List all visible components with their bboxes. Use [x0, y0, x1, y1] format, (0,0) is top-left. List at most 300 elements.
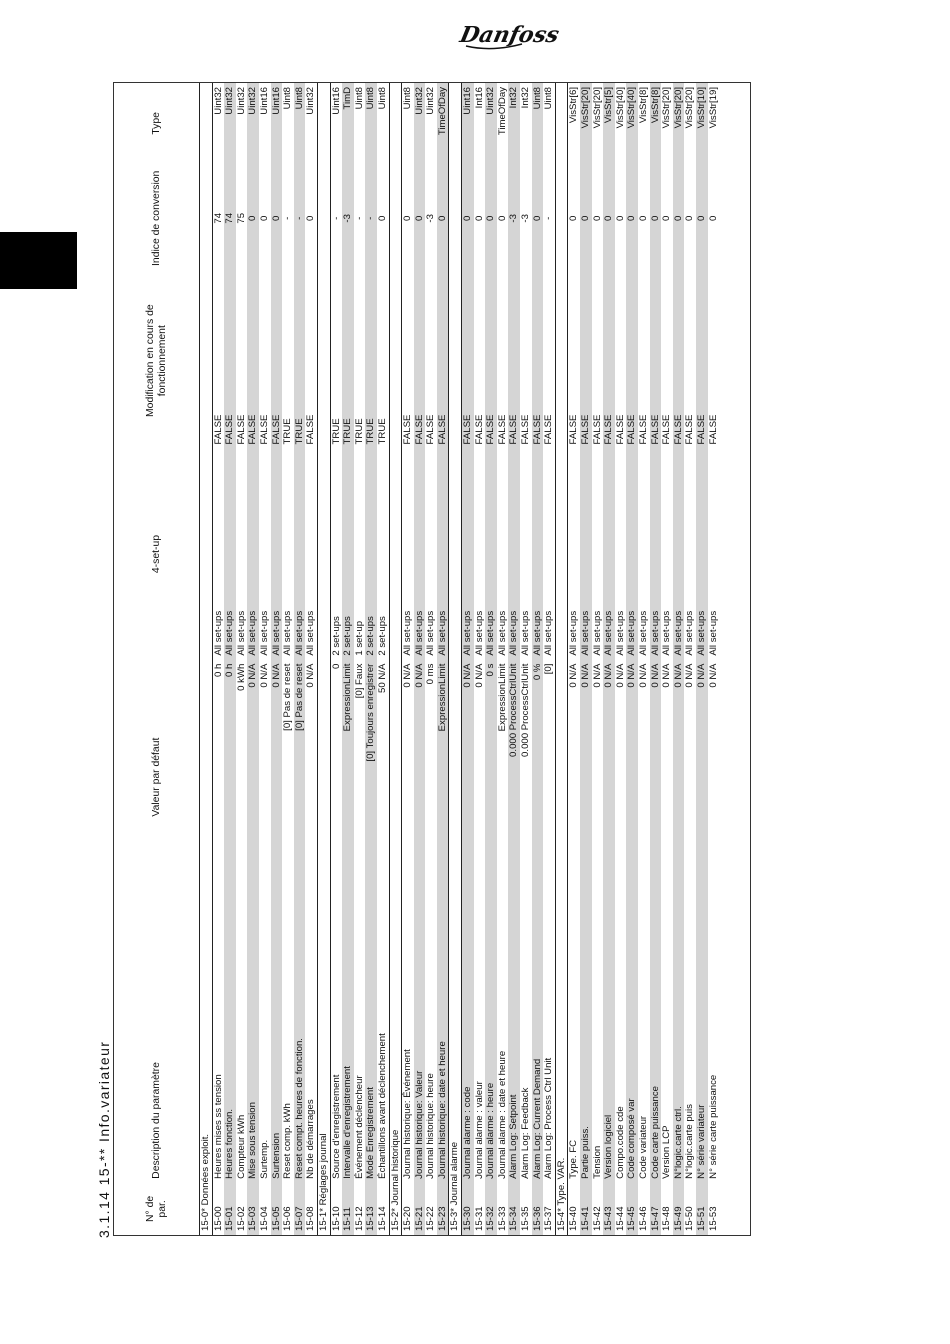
default-value: 0 N/A [637, 663, 649, 688]
setup: All set-ups [247, 448, 259, 659]
default-value: 0 N/A [614, 663, 626, 688]
modif-running: FALSE [425, 414, 437, 445]
default-value: 0 ms [425, 663, 437, 685]
data-type: Uint8 [353, 87, 365, 110]
param-number: 15-06 [282, 1206, 294, 1231]
param-description: Alarm Log: Setpoint [508, 895, 520, 1183]
param-description: Alarm Log: Current Demand [532, 895, 544, 1183]
conversion-index: 0 [414, 164, 426, 273]
table-row [437, 83, 449, 1235]
modif-running: FALSE [258, 414, 270, 445]
data-type: Uint16 [462, 83, 474, 164]
table-row [568, 83, 580, 1235]
default-value: 0 N/A [580, 660, 592, 895]
setup: All set-ups [414, 448, 426, 659]
default-value: 0 N/A [462, 660, 474, 895]
param-number: 15-43 [603, 1183, 615, 1235]
conversion-index: 0 [462, 164, 474, 273]
modif-running: TRUE [342, 273, 354, 449]
table-header-row [114, 83, 200, 1235]
conversion-index: -3 [425, 214, 437, 223]
modif-running: FALSE [224, 273, 236, 449]
col-setup-header: 4-set-up [150, 534, 162, 574]
param-number: 15-45 [626, 1183, 638, 1235]
col-modif-header: Modification en cours de fonctionnement [144, 304, 168, 417]
data-type: VisStr[20] [661, 87, 673, 129]
param-number: 15-47 [650, 1183, 662, 1235]
setup: All set-ups [568, 610, 580, 656]
default-value: 0 N/A [696, 660, 708, 895]
param-description: Journal alarme : heure [485, 895, 497, 1183]
modif-running: FALSE [520, 414, 532, 445]
param-number: 15-44 [614, 1206, 626, 1231]
modif-running: FALSE [496, 414, 508, 445]
setup: All set-ups [473, 610, 485, 656]
param-number: 15-41 [580, 1183, 592, 1235]
setup: All set-ups [707, 610, 719, 656]
param-description: Version logiciel [603, 895, 615, 1183]
conversion-index: 0 [626, 164, 638, 273]
setup: All set-ups [212, 610, 224, 656]
conversion-index: -3 [342, 164, 354, 273]
param-number: 15-11 [342, 1183, 354, 1235]
conversion-index: - [353, 216, 365, 220]
param-description: Journal alarme : date et heure [496, 1050, 508, 1179]
conversion-index: 0 [473, 215, 485, 221]
data-type: Int32 [508, 83, 520, 164]
param-number: 15-33 [496, 1206, 508, 1231]
table-row [508, 83, 520, 1235]
default-value: 0 N/A [258, 663, 270, 688]
conversion-index: - [365, 164, 377, 273]
parameter-table [114, 83, 719, 1235]
data-type: Int16 [473, 87, 485, 109]
table-row [520, 83, 532, 1235]
modif-running: TRUE [376, 418, 388, 445]
param-number: 15-10 [330, 1206, 342, 1231]
setup: All set-ups [684, 610, 696, 656]
param-description: Surtemp. [258, 1139, 270, 1179]
data-type: VisStr[20] [580, 83, 592, 164]
modif-running: FALSE [626, 273, 638, 449]
table-row [661, 83, 673, 1235]
default-value: [0] Toujours enregistrer [365, 660, 377, 895]
col-desc-header: Description du paramètre [150, 1062, 162, 1179]
data-type: VisStr[20] [591, 87, 603, 129]
table-row [638, 83, 650, 1235]
param-description: N° série carte puissance [707, 1074, 719, 1179]
param-number: 15-37 [543, 1206, 555, 1231]
param-number: 15-49 [673, 1183, 685, 1235]
conversion-index: 0 [402, 215, 414, 221]
param-number: 15-08 [305, 1206, 317, 1231]
group-label: 15-3* Journal alarme [449, 83, 462, 1235]
param-number: 15-51 [696, 1183, 708, 1235]
group-label: 15-4* Type. VAR. [555, 83, 568, 1235]
modif-running: FALSE [603, 273, 615, 449]
param-number: 15-50 [684, 1206, 696, 1231]
data-type: VisStr[10] [696, 83, 708, 164]
table-row [212, 83, 224, 1235]
group-label: 15-0* Données exploit. [200, 83, 213, 1235]
conversion-index: - [282, 216, 294, 220]
modif-running: FALSE [247, 273, 259, 449]
data-type: Uint8 [282, 87, 294, 110]
default-value: 0 N/A [414, 660, 426, 895]
conversion-index: - [294, 164, 306, 273]
modif-running: FALSE [568, 414, 580, 445]
param-description: Heures mises ss tension [212, 1074, 224, 1179]
table-row [342, 83, 354, 1235]
setup: All set-ups [496, 610, 508, 656]
conversion-index: -3 [520, 214, 532, 223]
param-number: 15-23 [437, 1183, 449, 1235]
setup: All set-ups [532, 448, 544, 659]
table-row [532, 83, 544, 1235]
table-row [294, 83, 306, 1235]
default-value: ExpressionLimit [496, 663, 508, 732]
conversion-index: - [330, 216, 342, 220]
param-number: 15-53 [707, 1206, 719, 1231]
setup: All set-ups [580, 448, 592, 659]
param-number: 15-05 [271, 1183, 283, 1235]
default-value: 0 [330, 663, 342, 669]
default-value: 0 N/A [473, 663, 485, 688]
data-type: VisStr[5] [603, 83, 615, 164]
param-description: Surtension [271, 895, 283, 1183]
setup: All set-ups [271, 448, 283, 659]
modif-running: TRUE [353, 418, 365, 445]
col-par-header: N° de par. [144, 1195, 168, 1222]
param-number: 15-13 [365, 1183, 377, 1235]
table-row [497, 83, 509, 1235]
param-description: Journal alarme : code [462, 895, 474, 1183]
table-row [402, 83, 414, 1235]
data-type: Uint32 [235, 87, 247, 115]
conversion-index: 0 [485, 164, 497, 273]
setup: All set-ups [637, 610, 649, 656]
conversion-index: 0 [696, 164, 708, 273]
setup: All set-ups [258, 610, 270, 656]
setup: 2 set-ups [376, 616, 388, 656]
modif-running: FALSE [473, 414, 485, 445]
param-number: 15-36 [532, 1183, 544, 1235]
table-row [414, 83, 426, 1235]
param-description: N°logic.carte puis [684, 1104, 696, 1179]
default-value: [0] Pas de reset [294, 660, 306, 895]
modif-running: FALSE [637, 414, 649, 445]
param-description: Compo.code cde [614, 1106, 626, 1179]
data-type: VisStr[8] [637, 87, 649, 124]
default-value: 0 h [224, 660, 236, 895]
default-value: 0 N/A [247, 660, 259, 895]
setup: All set-ups [425, 610, 437, 656]
modif-running: FALSE [305, 414, 317, 445]
data-type: Uint8 [543, 87, 555, 110]
default-value: 0 N/A [684, 663, 696, 688]
param-number: 15-46 [637, 1206, 649, 1231]
modif-running: FALSE [543, 414, 555, 445]
param-description: Journal historique: Valeur [414, 895, 426, 1183]
table-row [543, 83, 555, 1235]
data-type: Uint32 [305, 87, 317, 115]
conversion-index: 0 [603, 164, 615, 273]
data-type: Uint8 [402, 87, 414, 110]
table-row [330, 83, 342, 1235]
param-number: 15-12 [353, 1206, 365, 1231]
param-number: 15-02 [235, 1206, 247, 1231]
modif-running: FALSE [673, 273, 685, 449]
data-type: TimeOfDay [437, 83, 449, 164]
data-type: VisStr[40] [626, 83, 638, 164]
table-row [708, 83, 720, 1235]
table-row [247, 83, 259, 1235]
parameter-table-frame [113, 82, 751, 1236]
param-description: N° série variateur [696, 895, 708, 1183]
param-description: Mode Enregistrement [365, 895, 377, 1183]
danfoss-logo [457, 18, 562, 52]
conversion-index: 0 [650, 164, 662, 273]
param-number: 15-21 [414, 1183, 426, 1235]
table-row [462, 83, 474, 1235]
data-type: TimD [342, 83, 354, 164]
param-description: Partie puiss. [580, 895, 592, 1183]
modif-running: FALSE [485, 273, 497, 449]
data-type: Uint16 [258, 87, 270, 115]
modif-running: FALSE [271, 273, 283, 449]
data-type: Uint32 [247, 83, 259, 164]
table-row [305, 83, 317, 1235]
default-value: ExpressionLimit [437, 660, 449, 895]
table-row [259, 83, 271, 1235]
section-title: 3.1.14 15-** Info.variateur [96, 1040, 112, 1238]
param-description: Source d'enregistrement [330, 1074, 342, 1179]
data-type: Uint8 [294, 83, 306, 164]
default-value: 0 N/A [603, 660, 615, 895]
setup: All set-ups [626, 448, 638, 659]
param-number: 15-01 [224, 1183, 236, 1235]
col-index-header: Indice de conversion [150, 170, 162, 266]
modif-running: FALSE [591, 414, 603, 445]
default-value: 0 N/A [707, 663, 719, 688]
data-type: Uint8 [376, 87, 388, 110]
conversion-index: 0 [614, 215, 626, 221]
default-value: [0] [543, 663, 555, 675]
setup: 2 set-ups [365, 448, 377, 659]
param-description: Reset comp. kWh [282, 1103, 294, 1179]
param-number: 15-22 [425, 1206, 437, 1231]
default-value: 0.000 ProcessCtrlUnit [508, 660, 520, 895]
conversion-index: 0 [532, 164, 544, 273]
param-number: 15-04 [258, 1206, 270, 1231]
param-description: Type. FC [568, 1139, 580, 1179]
modif-running: FALSE [532, 273, 544, 449]
param-description: N°logic.carte ctrl. [673, 895, 685, 1183]
conversion-index: 0 [437, 164, 449, 273]
table-row [673, 83, 685, 1235]
setup: All set-ups [520, 610, 532, 656]
modif-running: FALSE [462, 273, 474, 449]
setup: All set-ups [508, 448, 520, 659]
data-type: VisStr[8] [650, 83, 662, 164]
conversion-index: 0 [673, 164, 685, 273]
modif-running: TRUE [282, 418, 294, 445]
data-type: Uint32 [485, 83, 497, 164]
setup: 2 set-ups [342, 448, 354, 659]
param-description: Mise sous tension [247, 895, 259, 1183]
modif-running: TRUE [294, 273, 306, 449]
table-row [615, 83, 627, 1235]
data-type: Uint32 [212, 87, 224, 115]
default-value: 0 N/A [591, 663, 603, 688]
conversion-index: 75 [235, 212, 247, 224]
param-number: 15-14 [376, 1206, 388, 1231]
param-number: 15-30 [462, 1183, 474, 1235]
data-type: Uint8 [532, 83, 544, 164]
setup: 2 set-ups [330, 616, 342, 656]
param-description: Code composé var [626, 895, 638, 1183]
setup: All set-ups [235, 610, 247, 656]
param-description: Nb de démarrages [305, 1099, 317, 1179]
table-row [354, 83, 366, 1235]
modif-running: FALSE [212, 414, 224, 445]
group-header-row [449, 83, 462, 1235]
default-value: [0] Pas de reset [282, 663, 294, 731]
modif-running: FALSE [661, 414, 673, 445]
param-number: 15-07 [294, 1183, 306, 1235]
table-body [200, 83, 720, 1235]
data-type: VisStr[20] [673, 83, 685, 164]
col-type-header: Type [150, 112, 162, 135]
data-type: VisStr[40] [614, 87, 626, 129]
default-value: 0 N/A [626, 660, 638, 895]
table-row [271, 83, 283, 1235]
setup: All set-ups [673, 448, 685, 659]
modif-running: FALSE [437, 273, 449, 449]
group-header-row [200, 83, 213, 1235]
param-description: Journal alarme : valeur [473, 1081, 485, 1179]
setup: All set-ups [650, 448, 662, 659]
data-type: Uint32 [425, 87, 437, 115]
setup: All set-ups [224, 448, 236, 659]
param-description: Journal historique: Événement [402, 1049, 414, 1179]
table-row [425, 83, 437, 1235]
modif-running: FALSE [235, 414, 247, 445]
modif-running: FALSE [414, 273, 426, 449]
table-row [236, 83, 248, 1235]
conversion-index: 0 [271, 164, 283, 273]
table-row [377, 83, 389, 1235]
group-header-row [555, 83, 568, 1235]
data-type: VisStr[6] [568, 87, 580, 124]
table-row [626, 83, 638, 1235]
table-row [684, 83, 696, 1235]
param-number: 15-42 [591, 1206, 603, 1231]
data-type: Uint16 [271, 83, 283, 164]
table-row [580, 83, 592, 1235]
setup: All set-ups [696, 448, 708, 659]
param-number: 15-20 [402, 1206, 414, 1231]
default-value: 0 s [485, 660, 497, 895]
table-row [696, 83, 708, 1235]
conversion-index: 0 [376, 215, 388, 221]
param-description: Événement déclencheur [353, 1075, 365, 1179]
table-row [365, 83, 377, 1235]
col-default-header: Valeur par défaut [150, 737, 162, 817]
conversion-index: 0 [684, 215, 696, 221]
param-description: Alarm Log: Process Ctrl Unit [543, 1057, 555, 1179]
conversion-index: 0 [580, 164, 592, 273]
setup: All set-ups [282, 610, 294, 656]
data-type: Uint32 [224, 83, 236, 164]
default-value: 0 kWh [235, 663, 247, 691]
conversion-index: 0 [661, 215, 673, 221]
default-value: 0 N/A [568, 663, 580, 688]
svg-text:Danfoss: Danfoss [457, 22, 562, 48]
conversion-index: 74 [224, 164, 236, 273]
group-label: 15-1* Réglages journal [317, 83, 330, 1235]
conversion-index: - [543, 216, 555, 220]
setup: All set-ups [485, 448, 497, 659]
setup: All set-ups [543, 610, 555, 656]
setup: All set-ups [305, 610, 317, 656]
setup: 1 set-up [353, 620, 365, 656]
conversion-index: 0 [591, 215, 603, 221]
setup: All set-ups [661, 610, 673, 656]
setup: All set-ups [462, 448, 474, 659]
modif-running: FALSE [402, 414, 414, 445]
default-value: 0 N/A [661, 663, 673, 688]
default-value: 0 % [532, 660, 544, 895]
conversion-index: -3 [508, 164, 520, 273]
param-description: Intervalle d'enregistrement [342, 895, 354, 1183]
default-value: 0 h [212, 663, 224, 677]
group-header-row [389, 83, 402, 1235]
param-number: 15-32 [485, 1183, 497, 1235]
data-type: Uint16 [330, 87, 342, 115]
default-value: ExpressionLimit [342, 660, 354, 895]
data-type: VisStr[19] [707, 87, 719, 129]
modif-running: FALSE [614, 414, 626, 445]
modif-running: FALSE [707, 414, 719, 445]
data-type: VisStr[20] [684, 87, 696, 129]
param-number: 15-40 [568, 1206, 580, 1231]
default-value: 0 N/A [402, 663, 414, 688]
conversion-index: 0 [707, 215, 719, 221]
conversion-index: 74 [212, 212, 224, 224]
group-header-row [317, 83, 330, 1235]
modif-running: FALSE [650, 273, 662, 449]
param-number: 15-35 [520, 1206, 532, 1231]
default-value: 50 N/A [376, 663, 388, 693]
param-number: 15-48 [661, 1206, 673, 1231]
modif-running: FALSE [580, 273, 592, 449]
default-value: 0.000 ProcessCtrlUnit [520, 663, 532, 757]
table-row [224, 83, 236, 1235]
table-row [474, 83, 486, 1235]
modif-running: TRUE [365, 273, 377, 449]
default-value: 0 N/A [305, 663, 317, 688]
setup: All set-ups [614, 610, 626, 656]
setup: All set-ups [591, 610, 603, 656]
data-type: Uint8 [365, 83, 377, 164]
conversion-index: 0 [247, 164, 259, 273]
setup: All set-ups [603, 448, 615, 659]
group-label: 15-2* Journal historique [389, 83, 402, 1235]
modif-running: FALSE [684, 414, 696, 445]
data-type: Int32 [520, 87, 532, 109]
table-row [592, 83, 604, 1235]
